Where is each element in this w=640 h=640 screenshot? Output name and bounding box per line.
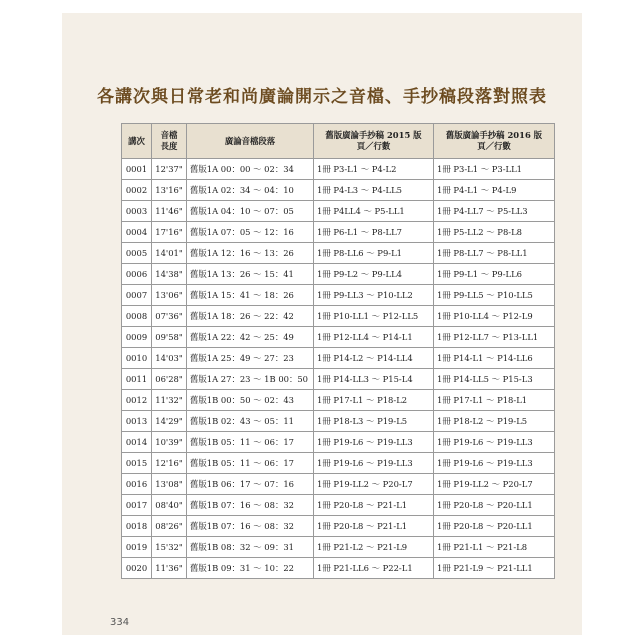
cell-audio-segment: 舊版1A 04：10 ～ 07：05 bbox=[187, 201, 314, 222]
cell-2015-pages: 1冊 P9-LL3 ～ P10-LL2 bbox=[314, 285, 434, 306]
cell-2015-pages: 1冊 P3-L1 ～ P4-L2 bbox=[314, 159, 434, 180]
cell-audio-length: 15'32" bbox=[152, 537, 187, 558]
cell-lecture-no: 0007 bbox=[122, 285, 152, 306]
cell-2015-pages: 1冊 P21-L2 ～ P21-L9 bbox=[314, 537, 434, 558]
cell-2015-pages: 1冊 P10-LL1 ～ P12-LL5 bbox=[314, 306, 434, 327]
cell-audio-length: 14'38" bbox=[152, 264, 187, 285]
cell-2015-pages: 1冊 P12-LL4 ～ P14-L1 bbox=[314, 327, 434, 348]
cell-lecture-no: 0010 bbox=[122, 348, 152, 369]
cell-2015-pages: 1冊 P4LL4 ～ P5-LL1 bbox=[314, 201, 434, 222]
cell-lecture-no: 0009 bbox=[122, 327, 152, 348]
cell-lecture-no: 0014 bbox=[122, 432, 152, 453]
cell-2016-pages: 1冊 P10-LL4 ～ P12-L9 bbox=[434, 306, 555, 327]
cell-lecture-no: 0004 bbox=[122, 222, 152, 243]
cell-audio-length: 09'58" bbox=[152, 327, 187, 348]
header-2016-edition bbox=[434, 124, 555, 159]
cell-lecture-no: 0020 bbox=[122, 558, 152, 579]
cell-audio-length: 14'03" bbox=[152, 348, 187, 369]
header-audio-segment: 廣論音檔段落 bbox=[187, 124, 314, 159]
header-audio-length-line2: 長度 bbox=[160, 141, 178, 151]
cell-audio-segment: 舊版1A 15：41 ～ 18：26 bbox=[187, 285, 314, 306]
cell-lecture-no: 0005 bbox=[122, 243, 152, 264]
cell-2016-pages: 1冊 P20-L8 ～ P20-LL1 bbox=[434, 516, 555, 537]
header-2016-line2: 頁／行數 bbox=[477, 141, 511, 151]
table-header-row bbox=[122, 124, 555, 159]
table-row bbox=[122, 306, 555, 327]
cell-2016-pages: 1冊 P18-L2 ～ P19-L5 bbox=[434, 411, 555, 432]
cell-2015-pages: 1冊 P4-L3 ～ P4-LL5 bbox=[314, 180, 434, 201]
cell-audio-length: 06'28" bbox=[152, 369, 187, 390]
cell-2016-pages: 1冊 P14-L1 ～ P14-LL6 bbox=[434, 348, 555, 369]
table-row bbox=[122, 369, 555, 390]
cell-2016-pages: 1冊 P4-L1 ～ P4-L9 bbox=[434, 180, 555, 201]
table-row bbox=[122, 474, 555, 495]
cell-audio-length: 10'39" bbox=[152, 432, 187, 453]
cell-2016-pages: 1冊 P14-LL5 ～ P15-L3 bbox=[434, 369, 555, 390]
cell-audio-length: 13'16" bbox=[152, 180, 187, 201]
cell-audio-length: 07'36" bbox=[152, 306, 187, 327]
cell-audio-segment: 舊版1A 07：05 ～ 12：16 bbox=[187, 222, 314, 243]
cell-lecture-no: 0013 bbox=[122, 411, 152, 432]
cell-audio-segment: 舊版1B 05：11 ～ 06：17 bbox=[187, 432, 314, 453]
table-row bbox=[122, 264, 555, 285]
table-row bbox=[122, 537, 555, 558]
table-row bbox=[122, 285, 555, 306]
cell-lecture-no: 0016 bbox=[122, 474, 152, 495]
table-row bbox=[122, 390, 555, 411]
header-lecture: 講次 bbox=[122, 124, 152, 159]
cell-audio-segment: 舊版1B 07：16 ～ 08：32 bbox=[187, 495, 314, 516]
table-row bbox=[122, 558, 555, 579]
table-row bbox=[122, 495, 555, 516]
cell-audio-segment: 舊版1A 02：34 ～ 04：10 bbox=[187, 180, 314, 201]
cell-audio-length: 14'29" bbox=[152, 411, 187, 432]
cell-2015-pages: 1冊 P9-L2 ～ P9-LL4 bbox=[314, 264, 434, 285]
header-audio-length-line1: 音檔 bbox=[160, 130, 178, 140]
cell-2015-pages: 1冊 P6-L1 ～ P8-LL7 bbox=[314, 222, 434, 243]
cell-audio-length: 11'46" bbox=[152, 201, 187, 222]
cell-2015-pages: 1冊 P18-L3 ～ P19-L5 bbox=[314, 411, 434, 432]
cell-audio-segment: 舊版1A 13：26 ～ 15：41 bbox=[187, 264, 314, 285]
book-page bbox=[62, 13, 582, 635]
cell-audio-segment: 舊版1B 05：11 ～ 06：17 bbox=[187, 453, 314, 474]
page-number: 334 bbox=[110, 617, 130, 628]
header-2015-line2: 頁／行數 bbox=[356, 141, 391, 151]
cell-2016-pages: 1冊 P8-LL7 ～ P8-LL1 bbox=[434, 243, 555, 264]
cell-2015-pages: 1冊 P20-L8 ～ P21-L1 bbox=[314, 516, 434, 537]
table-row bbox=[122, 222, 555, 243]
cell-2015-pages: 1冊 P19-L6 ～ P19-LL3 bbox=[314, 453, 434, 474]
cell-audio-segment: 舊版1B 00：50 ～ 02：43 bbox=[187, 390, 314, 411]
cell-2015-pages: 1冊 P20-L8 ～ P21-L1 bbox=[314, 495, 434, 516]
lecture-reference-table bbox=[121, 123, 555, 579]
cell-2016-pages: 1冊 P21-L9 ～ P21-LL1 bbox=[434, 558, 555, 579]
cell-2016-pages: 1冊 P19-L6 ～ P19-LL3 bbox=[434, 432, 555, 453]
table-row bbox=[122, 180, 555, 201]
cell-audio-segment: 舊版1B 08：32 ～ 09：31 bbox=[187, 537, 314, 558]
cell-lecture-no: 0001 bbox=[122, 159, 152, 180]
cell-2016-pages: 1冊 P17-L1 ～ P18-L1 bbox=[434, 390, 555, 411]
table-row bbox=[122, 411, 555, 432]
table-row bbox=[122, 432, 555, 453]
cell-2016-pages: 1冊 P19-L6 ～ P19-LL3 bbox=[434, 453, 555, 474]
cell-audio-segment: 舊版1B 06：17 ～ 07：16 bbox=[187, 474, 314, 495]
cell-audio-length: 12'16" bbox=[152, 453, 187, 474]
cell-lecture-no: 0002 bbox=[122, 180, 152, 201]
header-audio-length bbox=[152, 124, 187, 159]
cell-lecture-no: 0015 bbox=[122, 453, 152, 474]
cell-lecture-no: 0018 bbox=[122, 516, 152, 537]
cell-audio-length: 14'01" bbox=[152, 243, 187, 264]
cell-2015-pages: 1冊 P17-L1 ～ P18-L2 bbox=[314, 390, 434, 411]
cell-2016-pages: 1冊 P20-L8 ～ P20-LL1 bbox=[434, 495, 555, 516]
cell-audio-segment: 舊版1A 27：23 ～ 1B 00：50 bbox=[187, 369, 314, 390]
cell-2015-pages: 1冊 P14-L2 ～ P14-LL4 bbox=[314, 348, 434, 369]
cell-2016-pages: 1冊 P4-LL7 ～ P5-LL3 bbox=[434, 201, 555, 222]
cell-2016-pages: 1冊 P5-LL2 ～ P8-L8 bbox=[434, 222, 555, 243]
cell-2016-pages: 1冊 P21-L1 ～ P21-L8 bbox=[434, 537, 555, 558]
cell-audio-length: 08'40" bbox=[152, 495, 187, 516]
cell-lecture-no: 0006 bbox=[122, 264, 152, 285]
cell-audio-segment: 舊版1A 18：26 ～ 22：42 bbox=[187, 306, 314, 327]
table-row bbox=[122, 159, 555, 180]
table-row bbox=[122, 348, 555, 369]
cell-audio-length: 12'37" bbox=[152, 159, 187, 180]
table-row bbox=[122, 327, 555, 348]
table-body bbox=[122, 159, 555, 579]
cell-lecture-no: 0011 bbox=[122, 369, 152, 390]
cell-lecture-no: 0003 bbox=[122, 201, 152, 222]
cell-audio-length: 13'08" bbox=[152, 474, 187, 495]
header-2015-line1: 舊版廣論手抄稿 2015 版 bbox=[325, 130, 422, 140]
cell-2015-pages: 1冊 P14-LL3 ～ P15-L4 bbox=[314, 369, 434, 390]
table-row bbox=[122, 243, 555, 264]
cell-2016-pages: 1冊 P19-LL2 ～ P20-L7 bbox=[434, 474, 555, 495]
cell-audio-length: 08'26" bbox=[152, 516, 187, 537]
cell-audio-length: 13'06" bbox=[152, 285, 187, 306]
header-2016-line1: 舊版廣論手抄稿 2016 版 bbox=[445, 130, 543, 140]
cell-lecture-no: 0019 bbox=[122, 537, 152, 558]
cell-audio-length: 11'32" bbox=[152, 390, 187, 411]
cell-audio-segment: 舊版1A 00：00 ～ 02：34 bbox=[187, 159, 314, 180]
table-row bbox=[122, 201, 555, 222]
cell-lecture-no: 0017 bbox=[122, 495, 152, 516]
table-row bbox=[122, 516, 555, 537]
cell-2015-pages: 1冊 P8-LL6 ～ P9-L1 bbox=[314, 243, 434, 264]
cell-2016-pages: 1冊 P12-LL7 ～ P13-LL1 bbox=[434, 327, 555, 348]
cell-2015-pages: 1冊 P19-LL2 ～ P20-L7 bbox=[314, 474, 434, 495]
cell-audio-length: 11'36" bbox=[152, 558, 187, 579]
cell-audio-segment: 舊版1B 07：16 ～ 08：32 bbox=[187, 516, 314, 537]
cell-audio-segment: 舊版1A 25：49 ～ 27：23 bbox=[187, 348, 314, 369]
cell-2016-pages: 1冊 P9-L1 ～ P9-LL6 bbox=[434, 264, 555, 285]
cell-2016-pages: 1冊 P3-L1 ～ P3-LL1 bbox=[434, 159, 555, 180]
cell-2016-pages: 1冊 P9-LL5 ～ P10-LL5 bbox=[434, 285, 555, 306]
cell-2015-pages: 1冊 P19-L6 ～ P19-LL3 bbox=[314, 432, 434, 453]
page-title: 各講次與日常老和尚廣論開示之音檔、手抄稿段落對照表 bbox=[97, 87, 547, 107]
header-2015-edition bbox=[314, 124, 434, 159]
table-row bbox=[122, 453, 555, 474]
cell-audio-segment: 舊版1A 12：16 ～ 13：26 bbox=[187, 243, 314, 264]
cell-audio-segment: 舊版1A 22：42 ～ 25：49 bbox=[187, 327, 314, 348]
cell-audio-segment: 舊版1B 02：43 ～ 05：11 bbox=[187, 411, 314, 432]
cell-audio-length: 17'16" bbox=[152, 222, 187, 243]
cell-audio-segment: 舊版1B 09：31 ～ 10：22 bbox=[187, 558, 314, 579]
cell-lecture-no: 0008 bbox=[122, 306, 152, 327]
cell-lecture-no: 0012 bbox=[122, 390, 152, 411]
cell-2015-pages: 1冊 P21-LL6 ～ P22-L1 bbox=[314, 558, 434, 579]
